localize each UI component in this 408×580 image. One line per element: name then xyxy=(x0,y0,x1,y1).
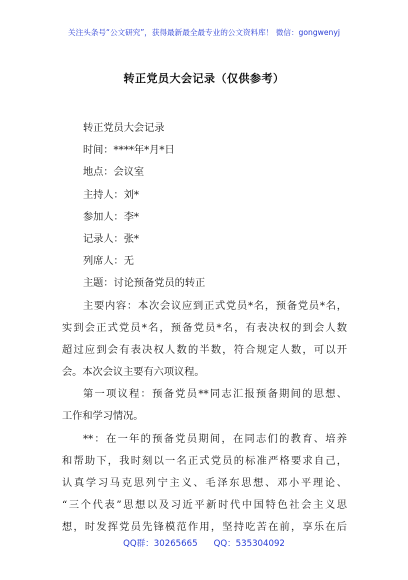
body-line-content: 实到会正式党员*名，预备党员*名，有表决权的到会人数 xyxy=(62,322,347,334)
body-line-topic: 主题：讨论预备党员的转正 xyxy=(83,278,206,290)
body-line-content: 主要内容：本次会议应到正式党员*名，预备党员*名， xyxy=(83,300,347,312)
body-line-host: 主持人：刘* xyxy=(83,189,140,201)
body-line-content: 超过应到会有表决权人数的半数，符合规定人数，可以开 xyxy=(62,344,347,356)
contact-footer xyxy=(0,537,408,549)
document-title: 转正党员大会记录（仅供参考） xyxy=(123,72,285,85)
body-line-content: 会。本次会议主要有六项议程。 xyxy=(62,367,205,379)
promo-banner: 关注头条号“公文研究”，获得最新最全最专业的公文资料库！ 微信：gongwenyj xyxy=(68,28,340,37)
body-line-observers: 列席人：无 xyxy=(83,256,134,268)
body-line-attendees: 参加人：李* xyxy=(83,211,140,223)
body-line-statement: 认真学习马克思列宁主义、毛泽东思想、邓小平理论、 xyxy=(62,478,347,489)
body-line-recorder: 记录人：张* xyxy=(83,233,140,245)
body-line-statement: **：在一年的预备党员期间，在同志们的教育、培养 xyxy=(83,433,347,445)
qq-group-number: QQ群：30265665 xyxy=(123,539,198,549)
body-line-location: 地点：会议室 xyxy=(83,167,145,179)
body-line-time: 时间：****年*月*日 xyxy=(83,145,175,157)
body-line-agenda-item: 工作和学习情况。 xyxy=(62,411,144,423)
document-body xyxy=(62,118,347,540)
qq-number: QQ：535304092 xyxy=(213,539,285,549)
body-line-statement: 和帮助下，我时刻以一名正式党员的标准严格要求自己， xyxy=(62,455,347,467)
body-line-record-heading: 转正党员大会记录 xyxy=(83,123,165,134)
body-line-statement: “三个代表”思想以及习近平新时代中国特色社会主义思 xyxy=(62,500,347,512)
body-line-statement: 想，时发挥党员先锋模范作用，坚持吃苦在前，享乐在后 xyxy=(62,522,347,534)
body-line-agenda-item: 第一项议程：预备党员**同志汇报预备期间的思想、 xyxy=(83,389,347,401)
